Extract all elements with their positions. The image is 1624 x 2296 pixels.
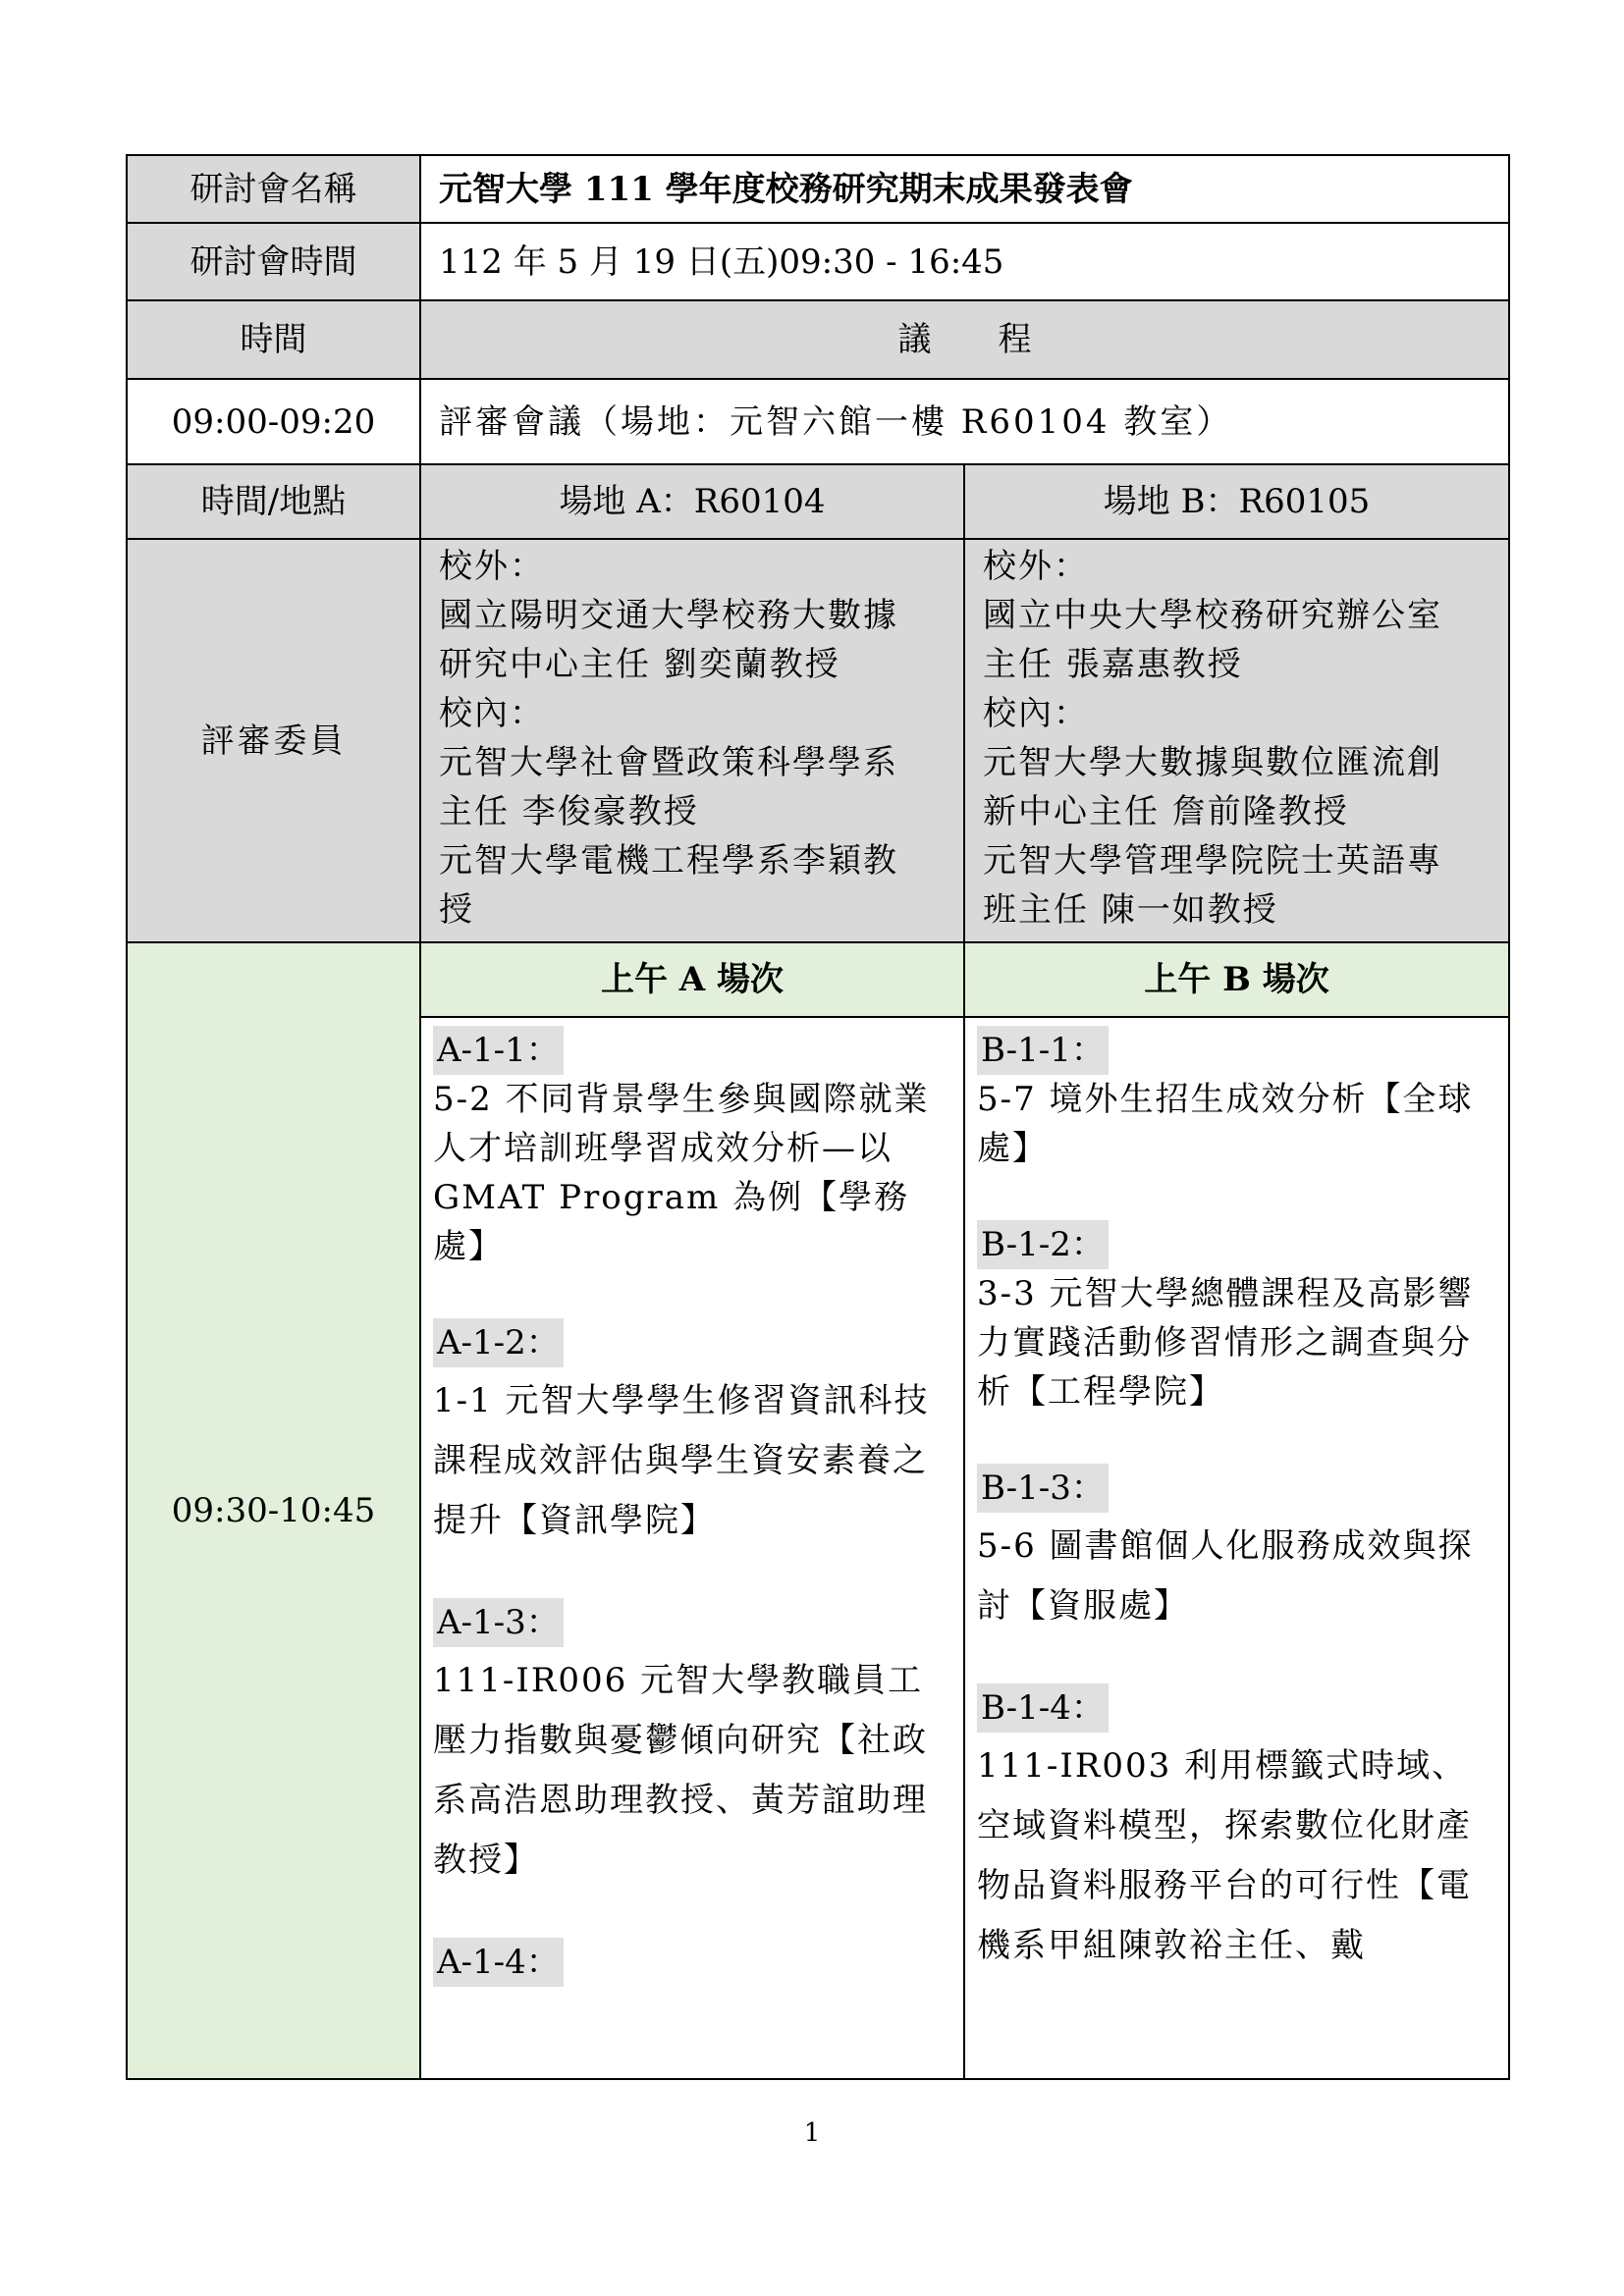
item-code: B-1-4：: [977, 1683, 1109, 1733]
judge-line: 元智大學社會暨政策科學學系: [439, 743, 898, 782]
agenda-table: [126, 154, 1510, 2080]
judge-line: 校外：: [439, 547, 545, 586]
item-title: 3-3 元智大學總體課程及高影響力實踐活動修習情形之調查與分析【工程學院】: [977, 1274, 1474, 1412]
conference-name-value: 元智大學 111 學年度校務研究期末成果發表會: [420, 155, 1509, 223]
agenda-document: [126, 154, 1508, 2080]
review-meeting-text: 評審會議（場地：元智六館一樓 R60104 教室）: [420, 379, 1509, 464]
conference-name-label: 研討會名稱: [127, 155, 420, 223]
item-code: B-1-2：: [977, 1220, 1109, 1269]
item-code: A-1-4：: [433, 1938, 564, 1987]
item-code: B-1-1：: [977, 1026, 1109, 1075]
judges-venue-a: [420, 539, 964, 942]
item-code: A-1-2：: [433, 1318, 564, 1367]
agenda-header-row: [127, 300, 1509, 379]
item-title: 1-1 元智大學學生修習資訊科技課程成效評估與學生資安素養之提升【資訊學院】: [433, 1381, 930, 1540]
venue-row: [127, 464, 1509, 539]
judge-line: 授: [439, 890, 474, 930]
judge-line: 校內：: [983, 694, 1089, 733]
judge-line: 校內：: [439, 694, 545, 733]
judge-line: 主任 李俊豪教授: [439, 792, 699, 831]
venue-b: 場地 B：R60105: [964, 464, 1509, 539]
venue-label: 時間/地點: [127, 464, 420, 539]
morning-b-title: 上午 B 場次: [964, 942, 1509, 1017]
judge-line: 主任 張嘉惠教授: [983, 645, 1243, 684]
judges-row: [127, 539, 1509, 942]
judge-line: 新中心主任 詹前隆教授: [983, 792, 1349, 831]
judge-line: 元智大學電機工程學系李穎教: [439, 841, 898, 881]
judge-line: 國立陽明交通大學校務大數據: [439, 596, 898, 635]
page-number: 1: [803, 2118, 821, 2148]
conference-time-label: 研討會時間: [127, 223, 420, 300]
agenda-program-header: 議 程: [420, 300, 1509, 379]
morning-a-title: 上午 A 場次: [420, 942, 964, 1017]
item-title: 111-IR003 利用標籤式時域、空域資料模型，探索數位化財產物品資料服務平台的可行性【電機系甲組陳敦裕主任、戴: [977, 1746, 1472, 1965]
morning-a-items: [420, 1017, 964, 2079]
item-title: 5-7 境外生招生成效分析【全球處】: [977, 1080, 1474, 1168]
judge-line: 研究中心主任 劉奕蘭教授: [439, 645, 840, 684]
judges-label: 評審委員: [127, 539, 420, 942]
judge-line: 班主任 陳一如教授: [983, 890, 1278, 930]
item-code: A-1-1：: [433, 1026, 564, 1075]
conference-time-row: [127, 223, 1509, 300]
agenda-time-header: 時間: [127, 300, 420, 379]
review-meeting-row: [127, 379, 1509, 464]
morning-b-items: [964, 1017, 1509, 2079]
venue-a: 場地 A：R60104: [420, 464, 964, 539]
judge-line: 國立中央大學校務研究辦公室: [983, 596, 1442, 635]
judge-line: 元智大學管理學院院士英語專: [983, 841, 1442, 881]
morning-title-row: [127, 942, 1509, 1017]
item-code: A-1-3：: [433, 1598, 564, 1647]
item-title: 111-IR006 元智大學教職員工壓力指數與憂鬱傾向研究【社政系高浩恩助理教授、黃芳誼助理教授】: [433, 1661, 928, 1880]
judges-venue-b: [964, 539, 1509, 942]
conference-time-value: 112 年 5 月 19 日(五)09:30 - 16:45: [420, 223, 1509, 300]
review-meeting-time: 09:00-09:20: [127, 379, 420, 464]
item-title: 5-2 不同背景學生參與國際就業人才培訓班學習成效分析—以 GMAT Program 為例【學務處】: [433, 1080, 930, 1266]
morning-session-time: 09:30-10:45: [127, 942, 420, 2079]
conference-name-row: [127, 155, 1509, 223]
judge-line: 元智大學大數據與數位匯流創: [983, 743, 1442, 782]
item-title: 5-6 圖書館個人化服務成效與探討【資服處】: [977, 1526, 1474, 1626]
item-code: B-1-3：: [977, 1464, 1109, 1513]
judge-line: 校外：: [983, 547, 1089, 586]
